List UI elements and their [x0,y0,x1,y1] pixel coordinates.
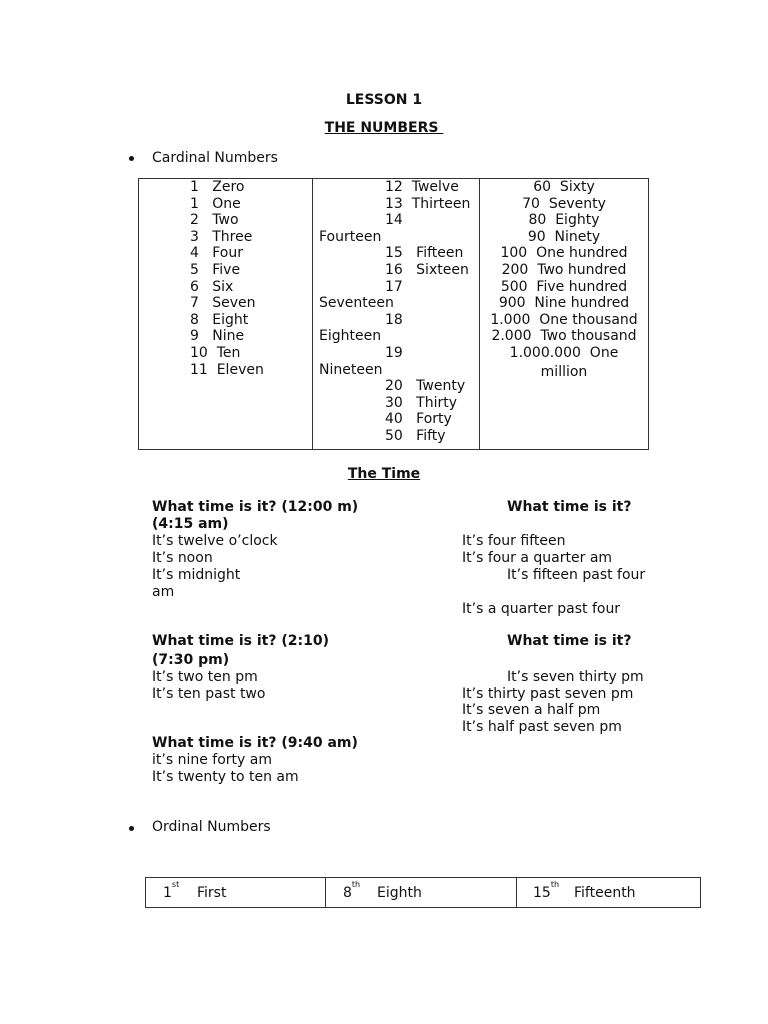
cardinal-column-1 [139,179,313,450]
time-question-1: What time is it? (12:00 m) [152,499,359,515]
cardinal-heading: Cardinal Numbers [152,150,278,166]
ordinal-number: 8th [343,879,361,901]
time-answer: It’s ten past two [152,686,266,702]
cardinal-entry: 18 [385,311,403,328]
cardinal-entry: 5 Five [190,261,241,278]
ordinal-numbers-table [145,877,701,908]
cardinal-entry: 13 Thirteen [385,195,471,212]
time-answer: It’s seven thirty pm [507,669,644,685]
cardinal-numbers-table [138,178,649,450]
time-answer: it’s nine forty am [152,752,272,768]
cardinal-entry: 16 Sixteen [385,261,469,278]
time-answer: It’s two ten pm [152,669,258,685]
time-answer: It’s noon [152,550,213,566]
cardinal-entry: 10 Ten [190,344,241,361]
ordinal-number: 1st [163,879,180,901]
ordinal-word: First [197,884,227,901]
cardinal-entry: 12 Twelve [385,179,459,195]
bullet-icon [129,826,134,831]
cardinal-column-2 [313,179,480,450]
cardinal-entry: 1 Zero [190,179,245,195]
ordinal-number: 15th [533,879,560,901]
ordinal-cell [146,878,326,908]
cardinal-entry: Fourteen [319,228,382,245]
time-answer: It’s midnight [152,567,241,583]
ordinal-cell [517,878,701,908]
cardinal-entry: 9 Nine [190,328,245,345]
cardinal-entry: 70 Seventy [522,195,606,212]
time-answer: It’s a quarter past four [462,601,621,617]
cardinal-entry: 2.000 Two thousand [491,328,637,345]
lesson-title: LESSON 1 [345,92,423,108]
time-answer: It’s four a quarter am [462,550,613,566]
cardinal-entry: 90 Ninety [527,228,601,245]
time-question-5: What time is it? (9:40 am) [152,735,358,751]
time-answer: It’s twenty to ten am [152,769,299,785]
time-answer: am [152,584,175,600]
cardinal-entry: 4 Four [190,245,244,262]
time-question-4: What time is it? [507,633,632,649]
cardinal-column-3 [480,179,649,450]
cardinal-entry: 17 [385,278,403,295]
cardinal-entry: million [540,363,588,380]
cardinal-entry: 11 Eleven [190,361,264,378]
cardinal-entry: 1 One [190,195,241,212]
cardinal-entry: 200 Two hundred [501,261,627,278]
cardinal-entry: 14 [385,212,403,229]
time-question-4-time: (7:30 pm) [152,652,230,668]
cardinal-entry: Seventeen [319,295,394,312]
time-question-3: What time is it? (2:10) [152,633,329,649]
cardinal-entry: 80 Eighty [528,212,600,229]
cardinal-entry: 6 Six [190,278,234,295]
time-question-2-time: (4:15 am) [152,516,229,532]
time-answer: It’s seven a half pm [462,702,601,718]
time-answer: It’s thirty past seven pm [462,686,634,702]
cardinal-entry: 8 Eight [190,311,249,328]
cardinal-entry: 500 Five hundred [500,278,628,295]
cardinal-entry: 1.000 One thousand [490,311,638,328]
time-answer: It’s fifteen past four [507,567,646,583]
section-title: THE NUMBERS [324,120,444,136]
cardinal-entry: Eighteen [319,328,382,345]
cardinal-entry: 50 Fifty [385,427,446,444]
ordinal-word: Fifteenth [574,884,636,901]
cardinal-entry: 100 One hundred [500,245,628,262]
cardinal-entry: 900 Nine hundred [498,295,630,312]
cardinal-entry: 30 Thirty [385,394,458,411]
cardinal-entry: 15 Fifteen [385,245,464,262]
cardinal-entry: 19 [385,344,403,361]
time-answer: It’s half past seven pm [462,719,622,735]
cardinal-entry: 3 Three [190,228,253,245]
ordinal-word: Eighth [377,884,422,901]
time-question-2: What time is it? [507,499,632,515]
time-answer: It’s twelve o’clock [152,533,278,549]
ordinal-heading: Ordinal Numbers [152,819,271,835]
cardinal-entry: Nineteen [319,361,383,378]
cardinal-entry: 1.000.000 One [509,344,619,361]
cardinal-entry: 7 Seven [190,295,256,312]
cardinal-entry: 2 Two [190,212,239,229]
ordinal-cell [326,878,517,908]
cardinal-entry: 20 Twenty [385,378,466,395]
time-answer: It’s four fifteen [462,533,566,549]
time-heading: The Time [347,466,421,482]
bullet-icon [129,156,134,161]
cardinal-entry: 60 Sixty [533,179,595,195]
cardinal-entry: 40 Forty [385,411,452,428]
